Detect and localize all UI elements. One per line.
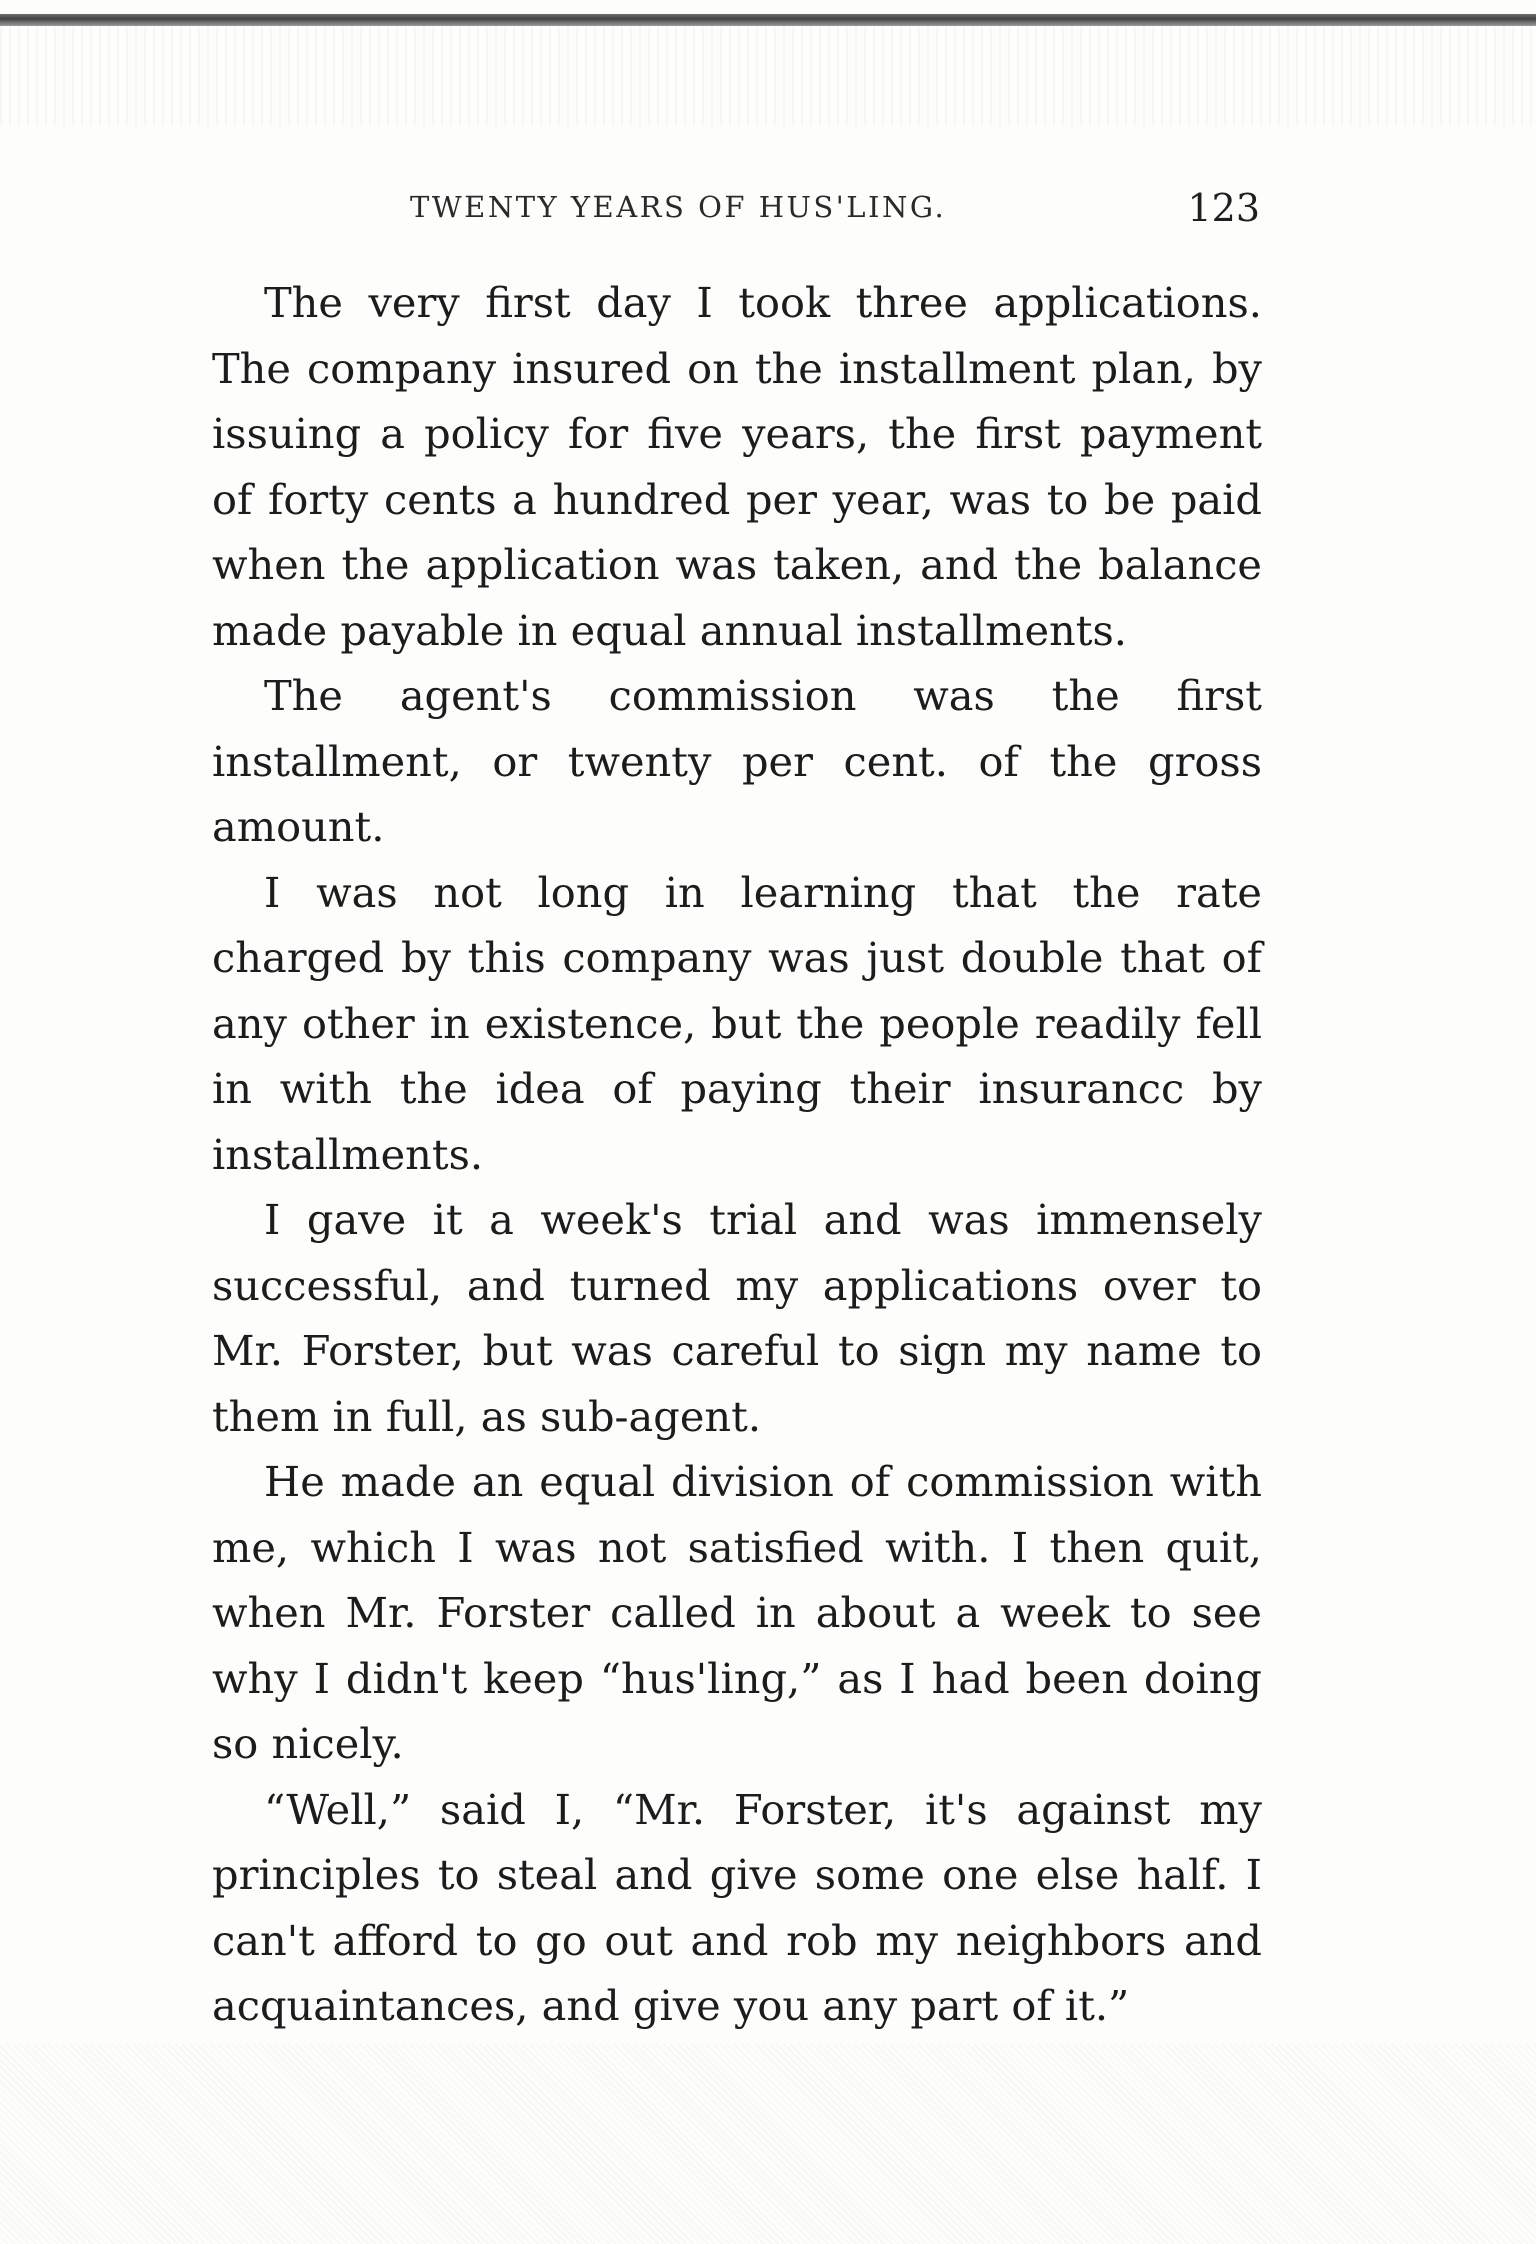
body-text [212,270,1262,2039]
running-head: TWENTY YEARS OF HUS'LING. [410,190,947,224]
paragraph: “Well,” said I, “Mr. Forster, it's against my principles to steal and give some one else half. I can't afford to go out and rob my neighbors and acquaintances, and give you any part of it.” [212,1784,1262,2030]
paragraph: He made an equal division of commission with me, which I was not satisfied with. I then quit, when Mr. Forster called in about a week to see why I didn't keep “hus'ling,” as I had been doing so nicely. [212,1457,1262,1768]
page-header [410,186,1260,240]
paragraph: I gave it a week's trial and was immensely successful, and turned my applications over to Mr. Forster, but was careful to sign my name to them in full, as sub-agent. [212,1195,1262,1441]
scan-artifact [0,26,1536,126]
scan-artifact [0,2044,1536,2244]
page-number: 123 [1187,186,1260,230]
paragraph: The very first day I took three applications. The company insured on the installment plan, by issuing a policy for five years, the first payment of forty cents a hundred per year, was to be paid when the application was taken, and the balance made payable in equal annual installments. [212,278,1262,655]
paragraph: I was not long in learning that the rate charged by this company was just double that of any other in existence, but the people readily fell in with the idea of paying their insurancc by installments. [212,867,1262,1179]
paragraph: The agent's commission was the first installment, or twenty per cent. of the gross amount. [212,671,1262,851]
top-scan-rule [0,14,1536,26]
